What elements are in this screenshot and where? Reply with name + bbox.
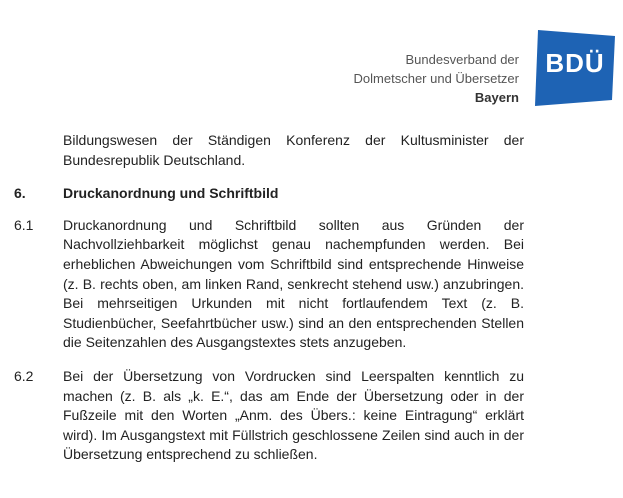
organization-name (354, 50, 519, 107)
section-heading (14, 184, 524, 204)
org-line-2: Dolmetscher und Übersetzer (353, 71, 519, 86)
list-item (14, 367, 524, 465)
item-text: Druckanordnung und Schriftbild sollten aus Gründen der Nachvollziehbarkeit möglichst genau nachempfunden werden. Bei erheblichen Abweichungen vom Schriftbild sind entsprechende Hinweise (z. B. rechts oben, am linken Rand, senkrecht stehend usw.) anzubringen. Bei mehrseitigen Urkunden mit nicht fortlaufendem Text (z. B. Studienbücher, Seefahrtbücher usw.) sind an den entsprechenden Stellen die Seitenzahlen des Ausgangstextes stets anzugeben. (63, 216, 524, 351)
org-line-3: Bayern (474, 90, 519, 105)
bdu-logo (535, 30, 615, 106)
section-number: 6. (14, 185, 26, 202)
intro-text: Bildungswesen der Ständigen Konferenz der Kultusminister der Bundesrepublik Deutschland. (63, 132, 524, 168)
item-number: 6.2 (14, 367, 34, 384)
item-text: Bei der Übersetzung von Vordrucken sind Leerspalten kenntlich zu machen (z. B. als „k. E.“, das am Ende der Übersetzung oder in der Fußzeile mit den Worten „Anm. des Übers.: keine Eintragung“ erklärt wird). Im Ausgangstext mit Füllstrich geschlossene Zeilen sind auch in der Übersetzung entsprechend zu schließen. (63, 367, 524, 463)
org-line-1: Bundesverband der (405, 52, 519, 67)
intro-paragraph (14, 131, 524, 170)
item-number: 6.1 (14, 216, 34, 233)
section-title: Druckanordnung und Schriftbild (63, 185, 279, 202)
list-item (14, 216, 524, 353)
document-body (14, 131, 524, 465)
logo-text: BDÜ (545, 48, 605, 78)
